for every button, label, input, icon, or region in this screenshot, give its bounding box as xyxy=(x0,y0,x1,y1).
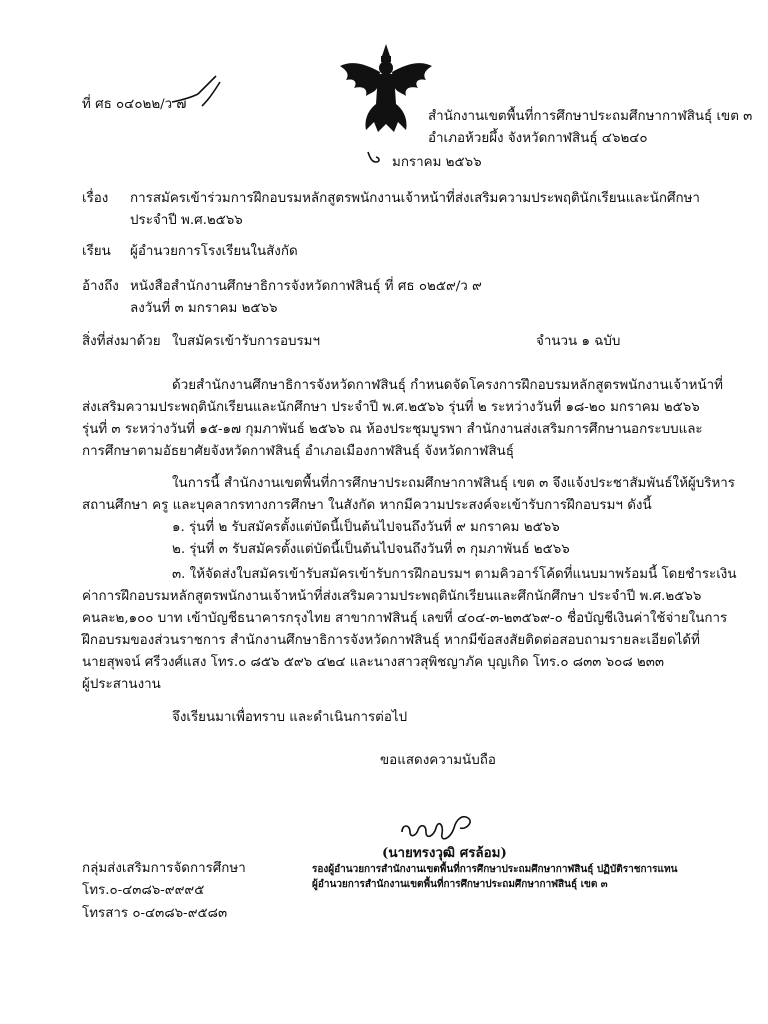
item-3-line: นายสุพจน์ ศรีวงศ์แสง โทร.๐ ๘๕๖ ๕๙๖ ๔๒๔ และนางสาวสุพิชญาภัค บุญเกิด โทร.๐ ๘๓๓ ๖๐๘ ๒๓๓ xyxy=(82,655,665,670)
subject-line-2: ประจำปี พ.ศ.๒๕๖๖ xyxy=(130,213,243,228)
enclosure-label: สิ่งที่ส่งมาด้วย xyxy=(82,334,161,349)
office-name: สำนักงานเขตพื้นที่การศึกษาประถมศึกษากาฬสินธุ์ เขต ๓ xyxy=(428,109,753,124)
item-3-line: ผู้ประสานงาน xyxy=(82,677,161,692)
paragraph-2-line: ในการนี้ สำนักงานเขตพื้นที่การศึกษาประถมศึกษากาฬสินธุ์ เขต ๓ จึงแจ้งประชาสัมพันธ์ให้ผู้บริหาร xyxy=(172,476,735,491)
paragraph-1-line: ส่งเสริมความประพฤตินักเรียนและนักศึกษา ประจำปี พ.ศ.๒๕๖๖ รุ่นที่ ๒ ระหว่างวันที่ ๑๘-๒๐ มกราคม ๒๕๖๖ xyxy=(82,400,700,415)
subject-label: เรื่อง xyxy=(82,191,109,206)
item-3-line: ค่าการฝึกอบรมหลักสูตรพนักงานเจ้าหน้าที่ส่งเสริมความประพฤตินักเรียนและศึกนักศึกษา ประจำปี พ.ศ.๒๕๖๖ xyxy=(82,589,702,604)
department: กลุ่มส่งเสริมการจัดการศึกษา xyxy=(82,861,246,876)
reference-label: อ้างถึง xyxy=(82,279,119,294)
item-3-line: ๓. ให้จัดส่งใบสมัครเข้ารับสมัครเข้ารับการฝึกอบรมฯ ตามคิวอาร์โค้ดที่แนบมาพร้อมนี้ โดยชำระเงิน xyxy=(172,567,737,582)
reference-line-1: หนังสือสำนักงานศึกษาธิการจังหวัดกาฬสินธุ์ ที่ ศธ ๐๒๕๙/ว ๙ xyxy=(130,279,482,294)
phone-number: โทร.๐-๔๓๘๖-๙๙๙๕ xyxy=(82,883,205,898)
subject-line-1: การสมัครเข้าร่วมการฝึกอบรมหลักสูตรพนักงานเจ้าหน้าที่ส่งเสริมความประพฤตินักเรียนและนักศึกษา xyxy=(130,191,700,206)
list-item: ๒. รุ่นที่ ๓ รับสมัครตั้งแต่บัดนี้เป็นต้นไปจนถึงวันที่ ๓ กุมภาพันธ์ ๒๕๖๖ xyxy=(172,542,570,557)
signatory-position-2: ผู้อำนวยการสำนักงานเขตพื้นที่การศึกษาประถมศึกษากาฬสินธุ์ เขต ๓ xyxy=(312,879,608,890)
paragraph-1-line: การศึกษาตามอัธยาศัยจังหวัดกาฬสินธุ์ อำเภอเมืองกาฬสินธุ์ จังหวัดกาฬสินธุ์ xyxy=(82,444,514,459)
office-address: อำเภอห้วยผึ้ง จังหวัดกาฬสินธุ์ ๔๖๒๔๐ xyxy=(428,131,648,146)
signatory-position-1: รองผู้อำนวยการสำนักงานเขตพื้นที่การศึกษาประถมศึกษากาฬสินธุ์ ปฏิบัติราชการแทน xyxy=(312,864,678,875)
paragraph-2-line: สถานศึกษา ครู และบุคลากรทางการศึกษา ในสังกัด หากมีความประสงค์จะเข้ารับการฝึกอบรมฯ ดังนี้ xyxy=(82,498,652,513)
enclosure-item: ใบสมัครเข้ารับการอบรมฯ xyxy=(172,334,321,349)
list-item: ๑. รุ่นที่ ๒ รับสมัครตั้งแต่บัดนี้เป็นต้นไปจนถึงวันที่ ๙ มกราคม ๒๕๖๖ xyxy=(172,520,560,535)
handwritten-day-mark xyxy=(364,146,386,168)
item-3-line: คนละ๒,๑๐๐ บาท เข้าบัญชีธนาคารกรุงไทย สาขากาฬสินธุ์ เลขที่ ๔๐๔-๓-๒๓๕๖๙-๐ ชื่อบัญชีเงินค่าใช้จ่ายในการ xyxy=(82,611,728,626)
paragraph-1-line: รุ่นที่ ๓ ระหว่างวันที่ ๑๕-๑๗ กุมภาพันธ์ ๒๕๖๖ ณ ห้องประชุมบูรพา สำนักงานส่งเสริมการศึกษานอกระบบและ xyxy=(82,422,703,437)
regards: ขอแสดงความนับถือ xyxy=(380,753,496,768)
enclosure-count: จำนวน ๑ ฉบับ xyxy=(536,334,621,349)
closing-sentence: จึงเรียนมาเพื่อทราบ และดำเนินการต่อไป xyxy=(172,710,408,725)
paragraph-1-line: ด้วยสำนักงานศึกษาธิการจังหวัดกาฬสินธุ์ กำหนดจัดโครงการฝึกอบรมหลักสูตรพนักงานเจ้าหน้าที่ xyxy=(172,378,723,393)
recipient-label: เรียน xyxy=(82,244,111,259)
item-3-line: ฝึกอบรมของส่วนราชการ สำนักงานศึกษาธิการจังหวัดกาฬสินธุ์ หากมีข้อสงสัยติดต่อสอบถามรายละเอียดได้ที่ xyxy=(82,633,700,648)
reference-number: ที่ ศธ ๐๔๐๒๒/ว ๗ xyxy=(82,97,187,112)
recipient: ผู้อำนวยการโรงเรียนในสังกัด xyxy=(130,244,298,259)
reference-line-2: ลงวันที่ ๓ มกราคม ๒๕๖๖ xyxy=(130,301,278,316)
handwritten-signature xyxy=(396,806,486,846)
signatory-name: (นายทรงวุฒิ ศรล้อม) xyxy=(382,845,507,861)
fax-number: โทรสาร ๐-๔๓๘๖-๙๕๘๓ xyxy=(82,906,228,921)
letter-date: มกราคม ๒๕๖๖ xyxy=(392,155,482,170)
garuda-emblem-icon xyxy=(336,42,436,134)
